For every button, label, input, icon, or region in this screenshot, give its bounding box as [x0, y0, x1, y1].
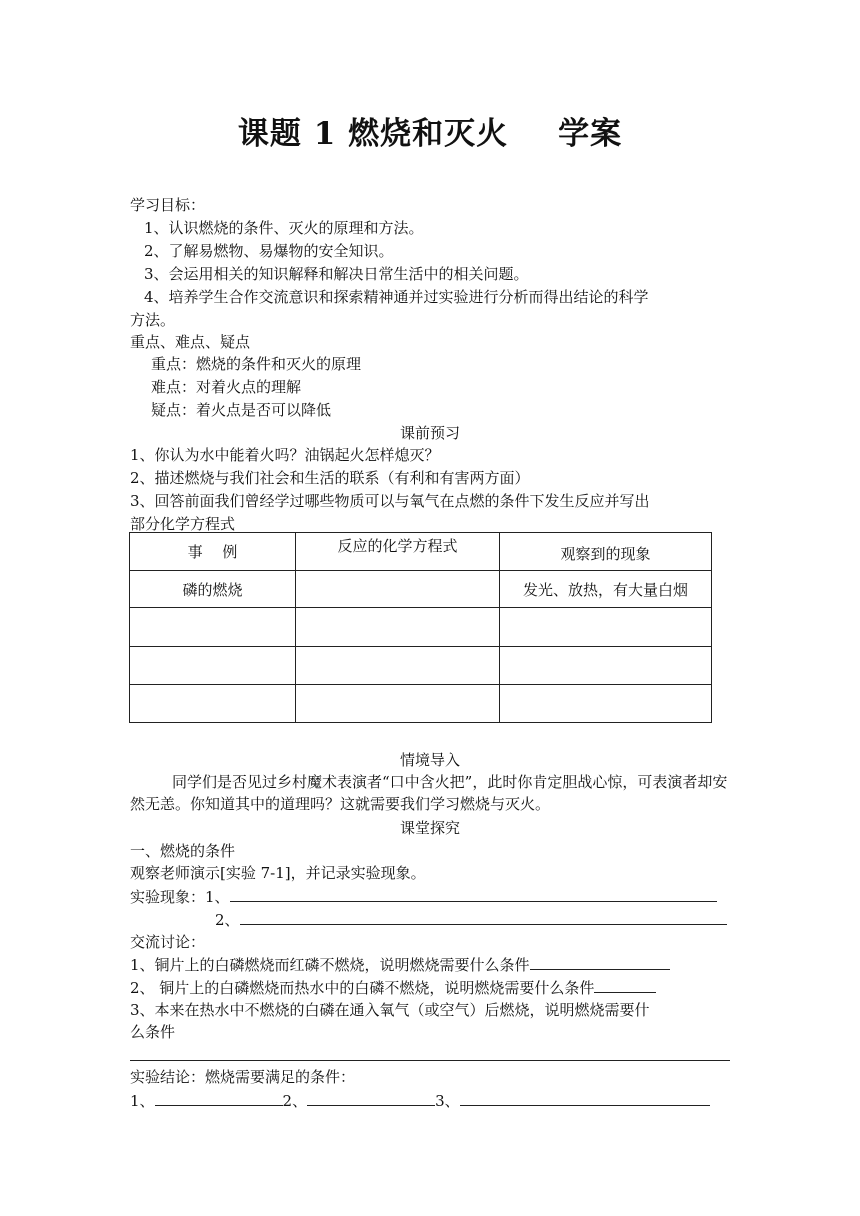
phenomenon-1-row	[130, 885, 717, 908]
conclusion-2-blank[interactable]	[307, 1089, 435, 1106]
objectives-heading: 学习目标：	[130, 196, 206, 214]
table-cell[interactable]	[296, 647, 500, 685]
conclusion-1-label: 1、	[130, 1092, 155, 1110]
reaction-table	[129, 532, 712, 723]
phenomenon-2-row	[215, 908, 727, 931]
table-row	[130, 647, 712, 685]
table-cell[interactable]	[130, 608, 296, 647]
conclusion-3-label: 3、	[435, 1092, 460, 1110]
section-combustion-conditions: 一、燃烧的条件	[130, 842, 236, 860]
title-main: 课题 1 燃烧和灭火	[237, 116, 509, 152]
difficult-point: 难点：对着火点的理解	[151, 378, 302, 396]
discussion-question-1: 1、铜片上的白磷燃烧而红磷不燃烧，说明燃烧需要什么条件	[130, 953, 670, 976]
table-header-row	[130, 533, 712, 571]
objective-item-3: 3、会运用相关的知识解释和解决日常生活中的相关问题。	[144, 265, 529, 283]
table-cell[interactable]	[296, 685, 500, 723]
table-header-equation: 反应的化学方程式	[296, 533, 500, 571]
conclusion-1-blank[interactable]	[155, 1089, 283, 1106]
table-cell[interactable]	[500, 647, 712, 685]
table-row	[130, 685, 712, 723]
discussion-1-blank[interactable]	[530, 953, 670, 970]
table-cell[interactable]	[500, 685, 712, 723]
table-header-phenomenon: 观察到的现象	[500, 533, 712, 571]
conclusion-3-blank[interactable]	[460, 1089, 710, 1106]
objective-item-4: 4、培养学生合作交流意识和探索精神通并过实验进行分析而得出结论的科学	[144, 288, 649, 306]
table-header-example: 事 例	[130, 533, 296, 571]
scenario-heading: 情境导入	[399, 751, 460, 769]
discussion-heading: 交流讨论：	[130, 933, 206, 951]
discussion-3-blank[interactable]	[130, 1060, 730, 1061]
objective-item-4-cont: 方法。	[130, 311, 176, 329]
table-cell[interactable]	[130, 685, 296, 723]
discussion-2-blank[interactable]	[594, 976, 656, 993]
preview-heading: 课前预习	[399, 424, 460, 442]
conclusion-2-label: 2、	[282, 1092, 308, 1110]
conclusion-heading: 实验结论：燃烧需要满足的条件：	[130, 1068, 356, 1086]
phenomenon-1-blank[interactable]	[230, 885, 717, 902]
table-row	[130, 571, 712, 608]
preview-question-1: 1、你认为水中能着火吗？油锅起火怎样熄灭？	[130, 446, 440, 464]
preview-question-2: 2、描述燃烧与我们社会和生活的联系（有利和有害两方面）	[130, 469, 530, 487]
preview-question-3: 3、回答前面我们曾经学过哪些物质可以与氧气在点燃的条件下发生反应并写出	[130, 492, 650, 510]
table-cell: 磷的燃烧	[130, 571, 296, 608]
title-suffix: 学案	[558, 116, 623, 152]
observe-instruction: 观察老师演示[实验 7-1]，并记录实验现象。	[130, 864, 426, 882]
table-cell[interactable]	[296, 608, 500, 647]
discussion-question-3-cont: 么条件	[130, 1023, 176, 1041]
conclusion-row	[130, 1089, 710, 1112]
phenomenon-2-blank[interactable]	[240, 908, 727, 925]
objective-item-2: 2、了解易燃物、易爆物的安全知识。	[144, 242, 394, 260]
scenario-text: 同学们是否见过乡村魔术表演者“口中含火把”，此时你肯定胆战心惊，可表演者却安然无恙。你知道其中的道理吗？这就需要我们学习燃烧与灭火。	[130, 773, 728, 813]
doubt-point: 疑点：着火点是否可以降低	[151, 401, 332, 419]
page-title	[0, 108, 860, 153]
discussion-question-2: 2、 铜片上的白磷燃烧而热水中的白磷不燃烧，说明燃烧需要什么条件	[130, 976, 656, 999]
inquiry-heading: 课堂探究	[399, 819, 460, 837]
preview-question-3-cont: 部分化学方程式	[130, 515, 236, 533]
objective-item-1: 1、认识燃烧的条件、灭火的原理和方法。	[144, 219, 424, 237]
table-cell[interactable]	[130, 647, 296, 685]
table-cell: 发光、放热，有大量白烟	[500, 571, 712, 608]
table-row	[130, 608, 712, 647]
key-points-heading: 重点、难点、疑点	[130, 333, 251, 351]
discussion-question-3: 3、本来在热水中不燃烧的白磷在通入氧气（或空气）后燃烧，说明燃烧需要什	[130, 1001, 650, 1019]
phenomenon-1-label: 实验现象：1、	[130, 888, 230, 906]
phenomenon-2-label: 2、	[215, 911, 240, 929]
table-cell[interactable]	[296, 571, 500, 608]
table-cell[interactable]	[500, 608, 712, 647]
key-point: 重点：燃烧的条件和灭火的原理	[151, 355, 362, 373]
